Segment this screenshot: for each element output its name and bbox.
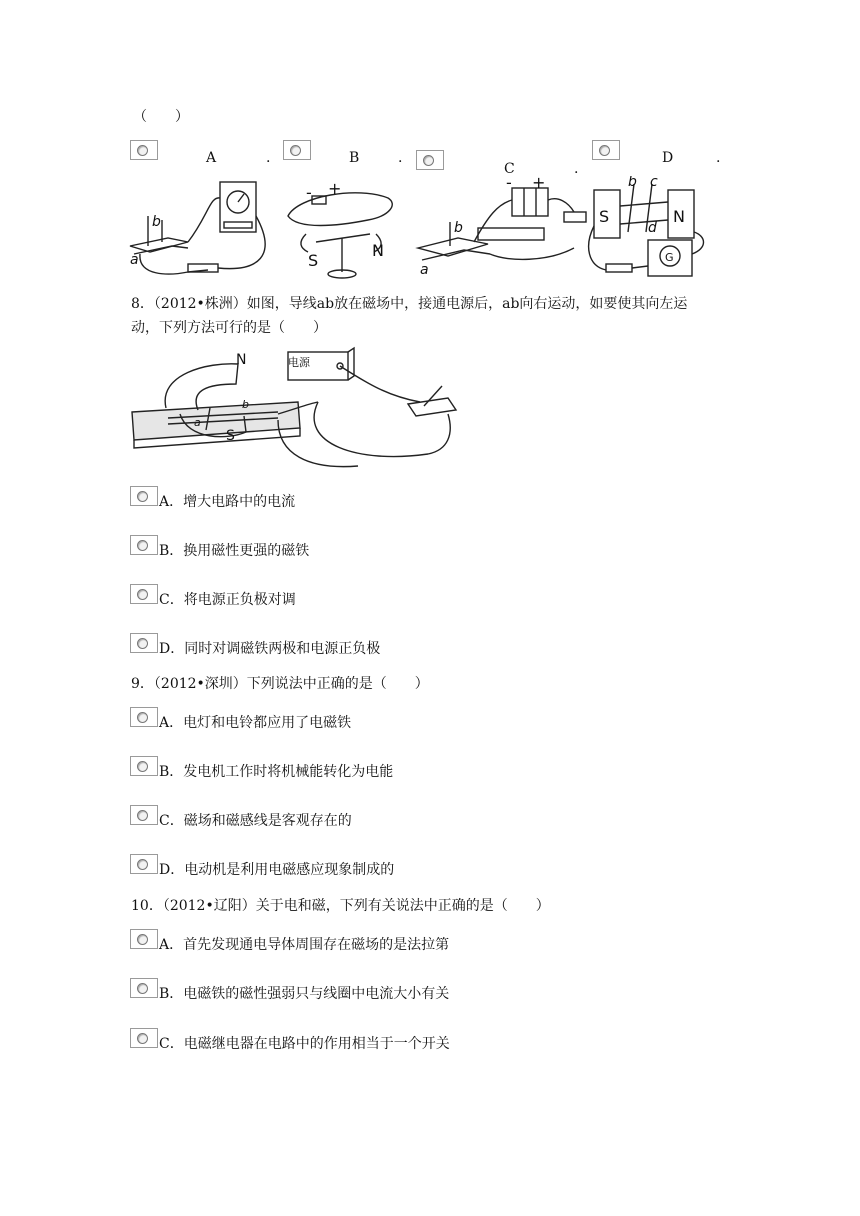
q8-fig-source-label: 电源: [288, 356, 310, 369]
q7-figure-c: [418, 188, 586, 260]
q7-figure-b: [288, 193, 392, 278]
q7-fig-d-label-b: b: [628, 176, 637, 190]
q7-option-b-radio[interactable]: [283, 140, 311, 160]
q8-option-a-radio[interactable]: [130, 486, 158, 506]
q8-fig-a-label: a: [194, 416, 201, 429]
q8-fig-n-label: N: [236, 352, 247, 368]
q10-option-a-text: A．首先发现通电导体周围存在磁场的是法拉第: [159, 937, 450, 953]
q8-option-b-text: B．换用磁性更强的磁铁: [159, 543, 310, 559]
q9-option-c-radio[interactable]: [130, 805, 158, 825]
q7-option-c-letter: C: [504, 161, 515, 177]
q8-option-a-text: A．增大电路中的电流: [159, 494, 296, 510]
q7-option-c-dot: .: [574, 161, 579, 177]
q7-fig-d-label-c: c: [650, 176, 658, 190]
q10-option-b-radio[interactable]: [130, 978, 158, 998]
q8-stem-line2: 动，下列方法可行的是（ ）: [131, 320, 327, 336]
q7-fig-c-minus: -: [506, 176, 512, 192]
q8-option-c-radio[interactable]: [130, 584, 158, 604]
q9-option-b-text: B．发电机工作时将机械能转化为电能: [159, 764, 394, 780]
q7-option-a-radio[interactable]: [130, 140, 158, 160]
q7-fig-a-label-b: b: [152, 214, 161, 230]
q7-option-a-dot: .: [266, 150, 271, 166]
q8-fig-s-label: S: [226, 428, 235, 444]
q7-fig-c-label-a: a: [420, 262, 429, 278]
q9-option-c-text: C．磁场和磁感线是客观存在的: [159, 813, 352, 829]
q10-option-c-radio[interactable]: [130, 1028, 158, 1048]
q7-fig-b-n: N: [372, 241, 384, 260]
q7-option-c-radio[interactable]: [416, 150, 444, 170]
q7-fig-d-g: G: [665, 251, 674, 264]
q7-option-b-dot: .: [398, 150, 403, 166]
q7-fig-c-label-b: b: [454, 220, 463, 236]
q8-figure: [128, 344, 468, 476]
q8-option-c-text: C．将电源正负极对调: [159, 592, 296, 608]
q8-option-d-radio[interactable]: [130, 633, 158, 653]
q8-fig-b-label: b: [242, 398, 249, 411]
q9-option-d-radio[interactable]: [130, 854, 158, 874]
q9-option-b-radio[interactable]: [130, 756, 158, 776]
q10-option-c-text: C．电磁继电器在电路中的作用相当于一个开关: [159, 1036, 450, 1052]
q7-figure-a: [130, 182, 265, 274]
q7-fig-c-plus: +: [532, 176, 546, 192]
q9-option-a-radio[interactable]: [130, 707, 158, 727]
q7-option-d-letter: D: [662, 150, 674, 166]
q7-figure-d: [589, 184, 704, 276]
q7-option-a-letter: A: [206, 150, 217, 166]
q7-figures: [128, 176, 738, 282]
q7-fig-b-minus: -: [306, 183, 312, 202]
q9-stem: 9．（2012•深圳）下列说法中正确的是（ ）: [131, 676, 429, 692]
q7-fig-b-plus: +: [328, 179, 342, 198]
q8-option-b-radio[interactable]: [130, 535, 158, 555]
q10-option-b-text: B．电磁铁的磁性强弱只与线圈中电流大小有关: [159, 986, 450, 1002]
q10-option-a-radio[interactable]: [130, 929, 158, 949]
q7-option-d-radio[interactable]: [592, 140, 620, 160]
q9-option-a-text: A．电灯和电铃都应用了电磁铁: [159, 715, 352, 731]
q7-option-d-dot: .: [716, 150, 721, 166]
q7-fig-d-n: N: [673, 207, 685, 226]
q7-fig-b-s: S: [308, 251, 319, 270]
q7-fig-d-s: S: [599, 207, 610, 226]
q8-stem-line1: 8．（2012•株洲）如图，导线ab放在磁场中，接通电源后，ab向右运动，如要使其向左运: [131, 296, 688, 312]
q9-option-d-text: D．电动机是利用电磁感应现象制成的: [159, 862, 395, 878]
q10-stem: 10．（2012•辽阳）关于电和磁，下列有关说法中正确的是（ ）: [131, 898, 550, 914]
q7-fig-d-label-d: d: [648, 220, 657, 236]
q8-option-d-text: D．同时对调磁铁两极和电源正负极: [159, 641, 381, 657]
q7-fig-a-label-a: a: [130, 252, 139, 268]
q7-stem-tail: （ ）: [133, 109, 189, 125]
q7-option-b-letter: B: [349, 150, 360, 166]
